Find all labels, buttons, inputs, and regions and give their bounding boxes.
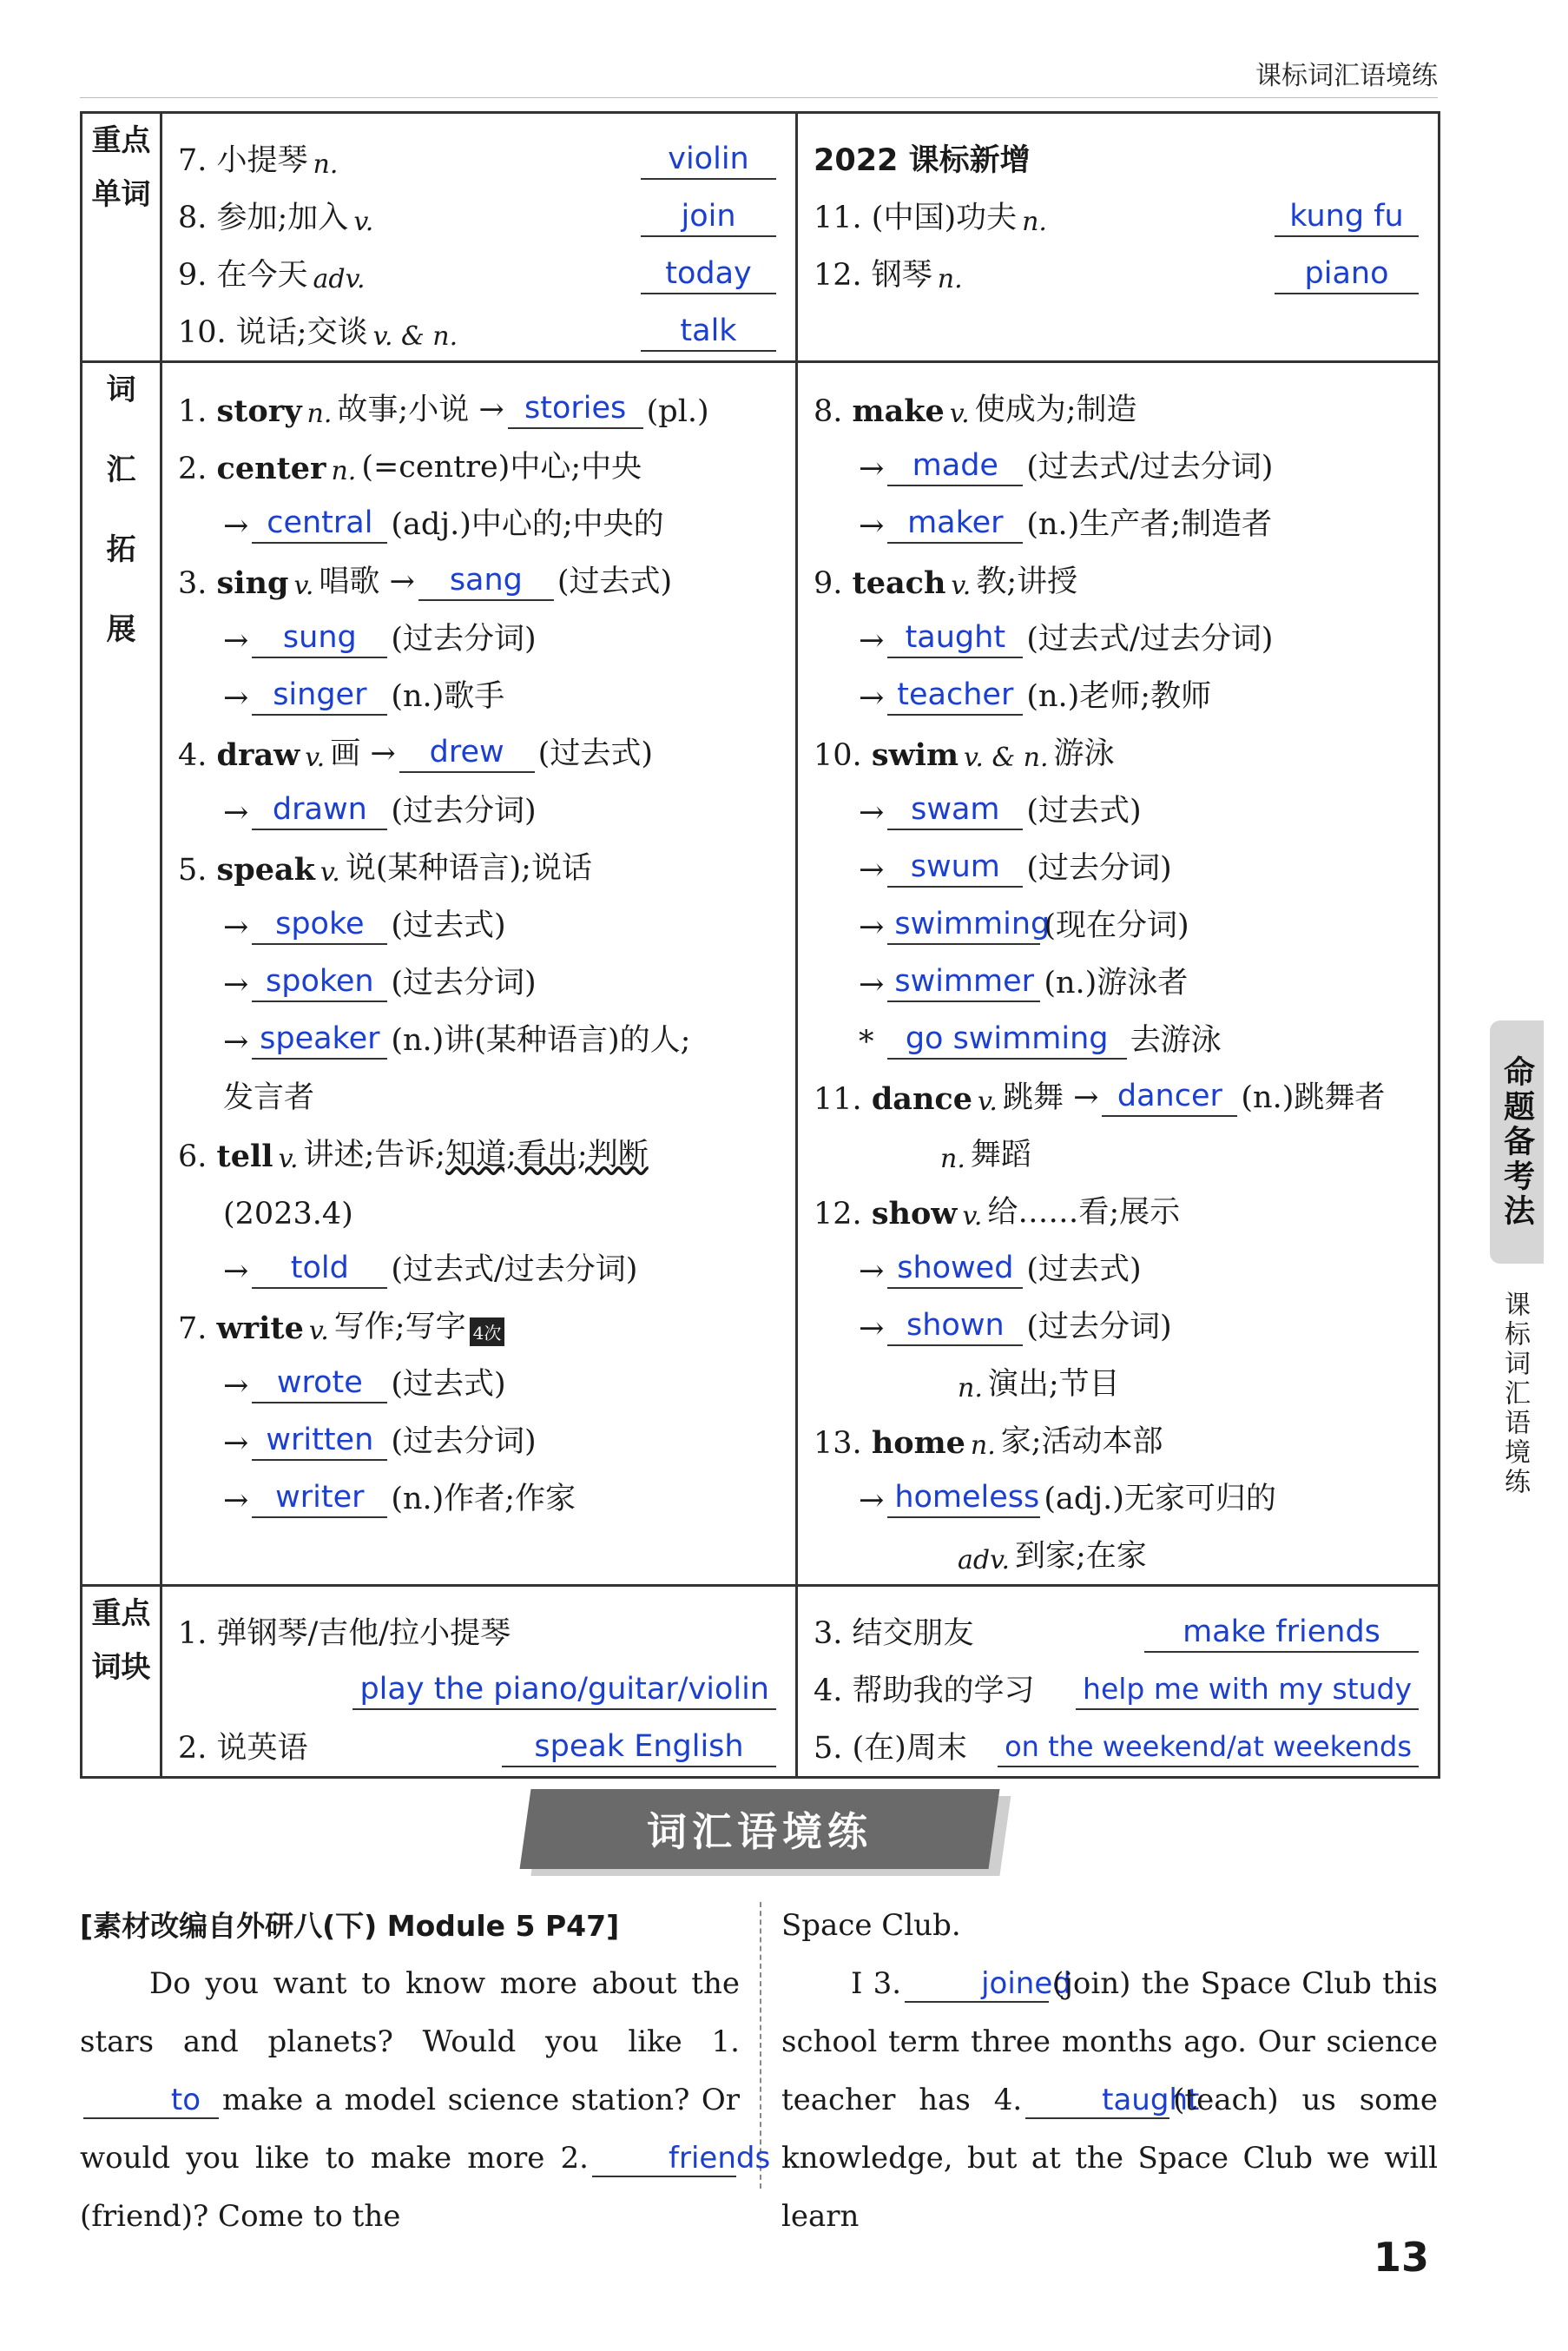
answer: sung [252, 618, 387, 658]
passage-paragraph: Do you want to know more about the stars and planets? Would you like 1.to make a model science station? Or would you like to make more 2. friends(friend)? Come to the [80, 1966, 771, 2234]
blank-answer: taught [1025, 2083, 1169, 2119]
answer: swimming [887, 905, 1040, 945]
answer: drew [399, 733, 535, 773]
answer: told [252, 1249, 387, 1289]
derived-item: → swum (过去分词) [859, 849, 1172, 888]
derived-item: → spoke (过去式) [223, 907, 506, 945]
answer: drawn [252, 790, 387, 830]
derived-item: adv. 到家;在家 [958, 1539, 1147, 1575]
chapter-subtab: 课标词汇语境练 [1499, 1291, 1530, 1497]
continuation: 发言者 [223, 1080, 315, 1115]
answer: central [252, 504, 387, 544]
passage-right-column [781, 1897, 1438, 2246]
word-item: 11. (中国)功夫 n. kung fu [814, 180, 1422, 237]
word-item: 13. home n. 家;活动本部 [814, 1424, 1163, 1461]
word-item: 1. story n. 故事;小说 → stories (pl.) [178, 391, 709, 429]
derived-item: → speaker (n.)讲(某种语言)的人; [223, 1021, 691, 1060]
word-item: 9. teach v. 教;讲授 [814, 565, 1078, 601]
answer: taught [887, 618, 1023, 658]
answer: join [641, 197, 776, 237]
new-words-header: 2022 课标新增 [814, 143, 1031, 178]
phrase-item: 3. 结交朋友 make friends [814, 1595, 1422, 1653]
answer: teacher [887, 676, 1023, 716]
word-item: 7. 小提琴 n. violin [178, 122, 780, 180]
derived-item: → written (过去分词) [223, 1423, 537, 1461]
derived-item: → swimming (现在分词) [859, 907, 1189, 945]
derived-item: → writer (n.)作者;作家 [223, 1480, 576, 1518]
derived-item: → singer (n.)歌手 [223, 677, 505, 716]
derived-item: → wrote (过去式) [223, 1365, 506, 1403]
section-banner-title: 词汇语境练 [647, 1808, 873, 1855]
answer: help me with my study [1076, 1670, 1419, 1710]
answer: singer [252, 676, 387, 716]
category-label: 汇 [106, 452, 136, 487]
derived-item: → swimmer (n.)游泳者 [859, 964, 1189, 1002]
derived-item: n. 演出;节目 [958, 1367, 1120, 1403]
answer: swimmer [887, 962, 1040, 1002]
answer: stories [508, 389, 643, 429]
answer: on the weekend/at weekends [998, 1727, 1419, 1767]
word-item: 10. swim v. & n. 游泳 [814, 736, 1115, 773]
category-label: 重点 [91, 1596, 151, 1631]
header-divider [80, 97, 1438, 98]
category-label: 词块 [91, 1650, 151, 1685]
word-item: 2. center n. (=centre)中心;中央 [178, 450, 642, 486]
answer: speak English [502, 1727, 776, 1767]
derived-item: → taught (过去式/过去分词) [859, 620, 1274, 658]
answer: spoken [252, 962, 387, 1002]
derived-item: → central (adj.)中心的;中央的 [223, 505, 664, 544]
key-phrases-left [161, 1586, 797, 1778]
category-label: 拓 [106, 532, 136, 567]
answer: talk [641, 312, 776, 352]
word-item: 12. 钢琴 n. piano [814, 237, 1422, 294]
key-words-left [161, 113, 797, 362]
expansion-left [161, 362, 797, 1586]
derived-item: → maker (n.)生产者;制造者 [859, 505, 1273, 544]
answer: writer [252, 1478, 387, 1518]
word-item: 4. draw v. 画 → drew (过去式) [178, 735, 653, 773]
derived-item: → teacher (n.)老师;教师 [859, 677, 1212, 716]
category-key-phrases [82, 1586, 161, 1778]
word-item: 8. make v. 使成为;制造 [814, 393, 1137, 429]
answer: make friends [1144, 1613, 1419, 1653]
page-number: 13 [1373, 2234, 1429, 2281]
expansion-right [797, 362, 1440, 1586]
exam-year: (2023.4) [223, 1197, 353, 1232]
phrase-item: 4. 帮助我的学习 help me with my study [814, 1653, 1422, 1710]
word-item: 11. dance v. 跳舞 → dancer (n.)跳舞者 [814, 1079, 1386, 1117]
passage-paragraph: I 3. joined(join) the Space Club this school term three months ago. Our science teacher has 4. taught(teach) us some knowledge, but at the Space Club we will learn [781, 1966, 1438, 2234]
key-words-right [797, 113, 1440, 362]
category-key-words [82, 113, 161, 362]
category-label: 词 [106, 373, 136, 407]
answer: maker [887, 504, 1023, 544]
frequency-badge: 4次 [470, 1317, 505, 1346]
answer: speaker [252, 1020, 387, 1060]
answer: written [252, 1421, 387, 1461]
chapter-tab: 命题备考法 [1490, 1020, 1544, 1264]
answer: sang [418, 561, 554, 601]
derived-item: → sung (过去分词) [223, 620, 537, 658]
derived-item: → swam (过去式) [859, 792, 1142, 830]
phrase-answer-row [178, 1653, 780, 1710]
answer: shown [887, 1306, 1023, 1346]
category-label: 单词 [91, 177, 151, 212]
answer: wrote [252, 1364, 387, 1403]
vocabulary-table [80, 111, 1440, 1779]
phrase-item: 5. (在)周末 on the weekend/at weekends [814, 1710, 1422, 1767]
answer: go swimming [887, 1020, 1127, 1060]
derived-item: → spoken (过去分词) [223, 964, 537, 1002]
answer: showed [887, 1249, 1023, 1289]
derived-item: → shown (过去分词) [859, 1308, 1172, 1346]
phrase-item: 2. 说英语 speak English [178, 1710, 780, 1767]
derived-item: → drawn (过去分词) [223, 792, 537, 830]
word-item: 3. sing v. 唱歌 → sang (过去式) [178, 563, 673, 601]
answer: swum [887, 848, 1023, 888]
answer: made [887, 446, 1023, 486]
answer: violin [641, 140, 776, 180]
derived-item: n. 舞蹈 [940, 1138, 1031, 1174]
answer: kung fu [1275, 197, 1419, 237]
answer: piano [1275, 254, 1419, 294]
word-item: 9. 在今天 adv. today [178, 237, 780, 294]
blank-answer: to [83, 2083, 219, 2119]
answer: spoke [252, 905, 387, 945]
derived-item: → showed (过去式) [859, 1251, 1142, 1289]
answer: today [641, 254, 776, 294]
word-item: 12. show v. 给……看;展示 [814, 1195, 1181, 1232]
answer: play the piano/guitar/violin [352, 1670, 776, 1710]
passage-source: [素材改编自外研八(下) Module 5 P47] [80, 1909, 620, 1943]
answer: homeless [887, 1478, 1040, 1518]
word-item: 10. 说话;交谈 v. & n. talk [178, 294, 780, 352]
answer: swam [887, 790, 1023, 830]
passage-line: Space Club. [781, 1908, 961, 1943]
word-item: 5. speak v. 说(某种语言);说话 [178, 851, 592, 888]
phrase-item: 1. 弹钢琴/吉他/拉小提琴 [178, 1616, 511, 1651]
category-label: 展 [106, 612, 136, 647]
derived-item: → homeless (adj.)无家可归的 [859, 1480, 1276, 1518]
word-item: 8. 参加;加入 v. join [178, 180, 780, 237]
blank-answer: joined [905, 1966, 1049, 2003]
word-item: 7. write v. 写作;写字 4次 [178, 1289, 780, 1346]
header-title: 课标词汇语境练 [1255, 61, 1438, 91]
passage-left-column [80, 1897, 771, 2246]
category-vocab-expansion [82, 362, 161, 1586]
key-phrases-right [797, 1586, 1440, 1778]
answer: dancer [1102, 1077, 1237, 1117]
derived-item: → told (过去式/过去分词) [223, 1251, 638, 1289]
derived-item: * go swimming 去游泳 [859, 1021, 1222, 1060]
category-label: 重点 [91, 123, 151, 158]
blank-answer: friends [592, 2141, 736, 2177]
derived-item: → made (过去式/过去分词) [859, 448, 1274, 486]
word-item: 6. tell v. 讲述;告诉; 知道;看出;判断 [178, 1138, 649, 1174]
